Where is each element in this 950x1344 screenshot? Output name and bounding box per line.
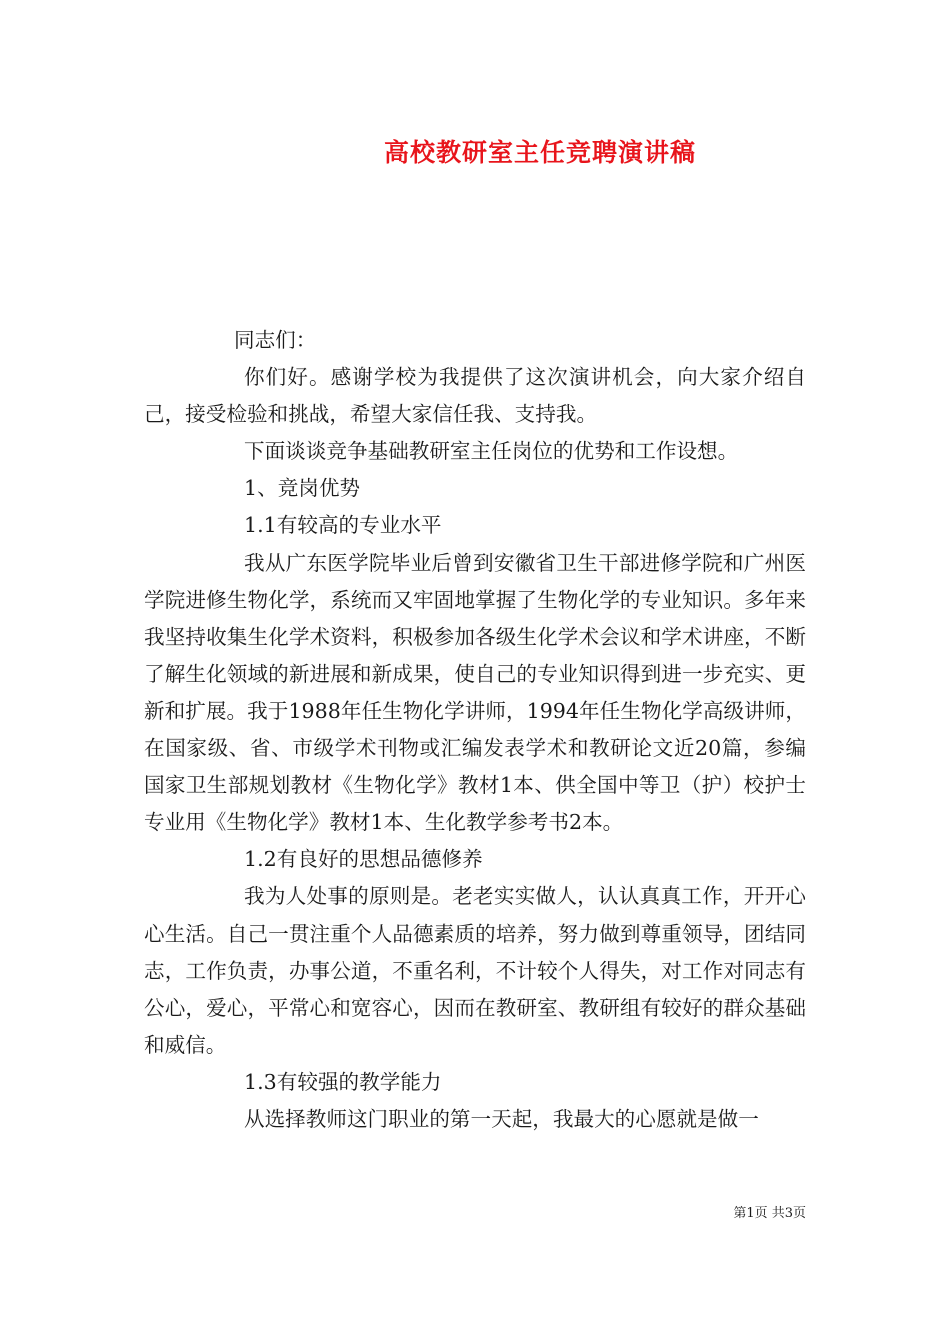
document-title: 高校教研室主任竞聘演讲稿 bbox=[383, 138, 696, 167]
heading-section-1-2: 1.2有良好的思想品德修养 bbox=[244, 847, 483, 872]
paragraph-professional-level: 我从广东医学院毕业后曾到安徽省卫生干部进修学院和广州医学院进修生物化学，系统而又牢固地掌握了生物化学的专业知识。多年来我坚持收集生化学术资料，积极参加各级生化学术会议和学术讲座，不断了解生化领域的新进展和新成果，使自己的专业知识得到进一步充实、更新和扩展。我于1988年任生物化学讲师，1994年任生物化学高级讲师，在国家级、省、市级学术刊物或汇编发表学术和教研论文近20篇，参编国家卫生部规划教材《生物化学》教材1本、供全国中等卫（护）校护士专业用《生物化学》教材1本、生化教学参考书2本。 bbox=[144, 550, 806, 835]
salutation: 同志们： bbox=[234, 328, 317, 352]
page-number-footer: 第1页 共3页 bbox=[733, 1206, 806, 1221]
paragraph-intro: 你们好。感谢学校为我提供了这次演讲机会，向大家介绍自己，接受检验和挑战，希望大家信任我、支持我。 bbox=[144, 365, 806, 427]
paragraph-teaching-ability: 从选择教师这门职业的第一天起，我最大的心愿就是做一 bbox=[244, 1106, 759, 1131]
document-body bbox=[144, 322, 806, 1138]
heading-section-1-3: 1.3有较强的教学能力 bbox=[244, 1069, 442, 1094]
heading-section-1-1: 1.1有较高的专业水平 bbox=[244, 513, 442, 538]
paragraph-overview: 下面谈谈竞争基础教研室主任岗位的优势和工作设想。 bbox=[244, 439, 739, 464]
paragraph-moral-character: 我为人处事的原则是。老老实实做人，认认真真工作，开开心心生活。自己一贯注重个人品德素质的培养，努力做到尊重领导，团结同志，工作负责，办事公道，不重名利，不计较个人得失，对工作对同志有公心，爱心，平常心和宽容心，因而在教研室、教研组有较好的群众基础和威信。 bbox=[144, 884, 806, 1057]
heading-section-1: 1、竞岗优势 bbox=[244, 476, 361, 501]
